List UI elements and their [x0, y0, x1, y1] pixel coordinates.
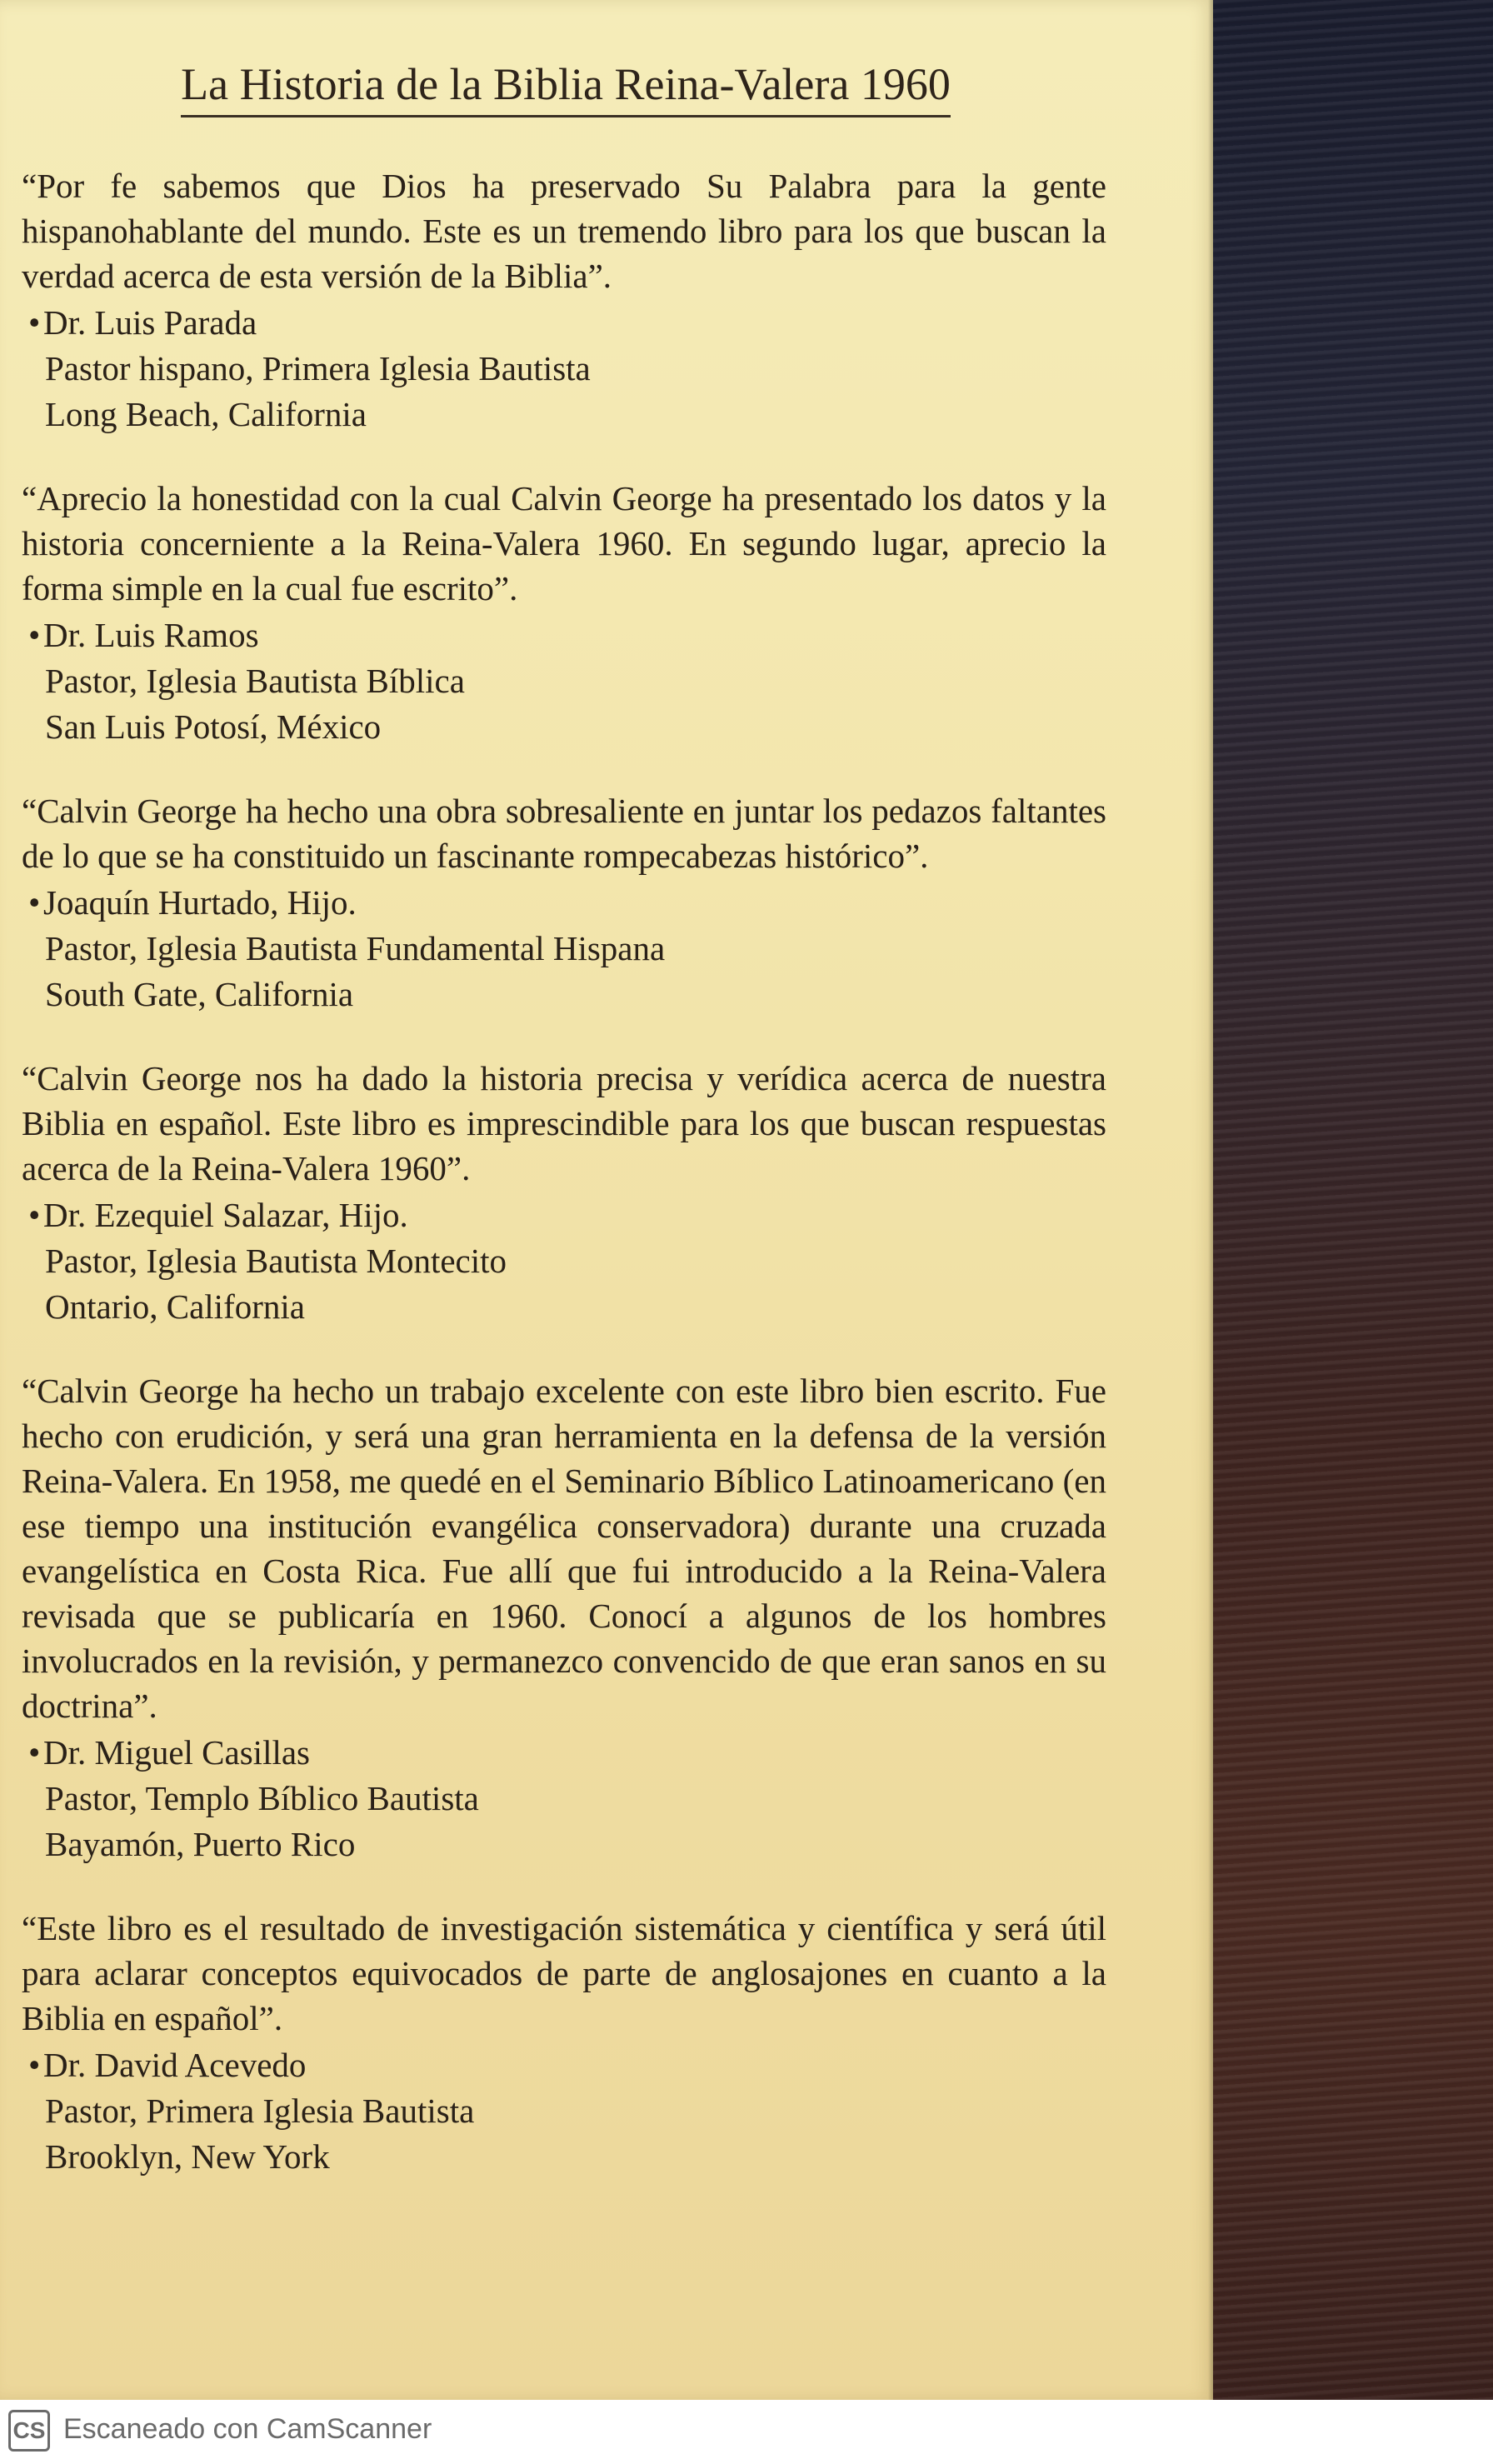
- author-location: Long Beach, California: [45, 395, 367, 433]
- testimonial: [22, 788, 1106, 1017]
- title-container: [172, 58, 960, 117]
- author-location: Ontario, California: [45, 1287, 305, 1326]
- testimonial: [22, 476, 1106, 750]
- testimonial-quote: “Calvin George ha hecho una obra sobresaliente en juntar los pedazos faltantes de lo que se ha constituido un fascinante rompecabezas histórico”.: [22, 792, 1106, 875]
- testimonial-author: [28, 1730, 1106, 1776]
- testimonial-quote: “Aprecio la honestidad con la cual Calvin George ha presentado los datos y la historia concerniente a la Reina-Valera 1960. En segundo lugar, aprecio la forma simple en la cual fue escrito”.: [22, 479, 1106, 607]
- author-role: Pastor, Iglesia Bautista Montecito: [45, 1242, 507, 1280]
- testimonial-author: [28, 880, 1106, 926]
- bullet-icon: •: [28, 616, 41, 654]
- testimonial: [22, 163, 1106, 437]
- author-role: Pastor, Templo Bíblico Bautista: [45, 1779, 479, 1817]
- testimonial-quote: “Calvin George nos ha dado la historia precisa y verídica acerca de nuestra Biblia en español. Este libro es imprescindible para los que buscan respuestas acerca de la Reina-Valera 1960”.: [22, 1059, 1106, 1187]
- author-role: Pastor, Iglesia Bautista Fundamental Hispana: [45, 929, 666, 967]
- bullet-icon: •: [28, 1196, 41, 1234]
- testimonial-quote: “Este libro es el resultado de investigación sistemática y científica y será útil para aclarar conceptos equivocados de parte de anglosajones en cuanto a la Biblia en español”.: [22, 1909, 1106, 2037]
- author-name: Dr. Luis Ramos: [43, 616, 259, 654]
- testimonial-author: [28, 612, 1106, 658]
- author-role: Pastor hispano, Primera Iglesia Bautista: [45, 349, 591, 387]
- author-name: Dr. David Acevedo: [43, 2046, 307, 2084]
- author-location: Brooklyn, New York: [45, 2137, 330, 2176]
- testimonial: [22, 1368, 1106, 1867]
- testimonial: [22, 1906, 1106, 2180]
- bullet-icon: •: [28, 883, 41, 922]
- book-spine: [1213, 0, 1493, 2400]
- bullet-icon: •: [28, 303, 41, 342]
- bullet-icon: •: [28, 1733, 41, 1772]
- author-name: Dr. Luis Parada: [43, 303, 257, 342]
- testimonial: [22, 1056, 1106, 1330]
- author-name: Joaquín Hurtado, Hijo.: [43, 883, 357, 922]
- scanner-watermark-text: Escaneado con CamScanner: [63, 2413, 432, 2445]
- scanner-footer: [0, 2400, 1493, 2464]
- testimonial-quote: “Por fe sabemos que Dios ha preservado Su Palabra para la gente hispanohablante del mundo. Este es un tremendo libro para los que buscan la verdad acerca de esta versión de la Biblia”.: [22, 167, 1106, 295]
- testimonial-author: [28, 1192, 1106, 1238]
- author-name: Dr. Ezequiel Salazar, Hijo.: [43, 1196, 408, 1234]
- testimonial-author: [28, 2042, 1106, 2088]
- camscanner-logo-icon: CS: [8, 2410, 50, 2452]
- author-name: Dr. Miguel Casillas: [43, 1733, 311, 1772]
- page-title: La Historia de la Biblia Reina-Valera 1960: [181, 58, 951, 117]
- author-location: San Luis Potosí, México: [45, 707, 382, 746]
- author-role: Pastor, Primera Iglesia Bautista: [45, 2092, 475, 2130]
- author-location: Bayamón, Puerto Rico: [45, 1825, 356, 1863]
- testimonial-author: [28, 300, 1106, 346]
- author-role: Pastor, Iglesia Bautista Bíblica: [45, 662, 465, 700]
- testimonials-list: [22, 163, 1106, 2218]
- bullet-icon: •: [28, 2046, 41, 2084]
- author-location: South Gate, California: [45, 975, 354, 1013]
- testimonial-quote: “Calvin George ha hecho un trabajo excelente con este libro bien escrito. Fue hecho con erudición, y será una gran herramienta en la defensa de la versión Reina-Valera. En 1958, me quedé en el Seminario Bíblico Latinoamericano (en ese tiempo una institución evangélica conservadora) durante una cruzada evangelística en Costa Rica. Fue allí que fui introducido a la Reina-Valera revisada que se publicaría en 1960. Conocí a algunos de los hombres involucrados en la revisión, y permanezco convencido de que eran sanos en su doctrina”.: [22, 1372, 1106, 1725]
